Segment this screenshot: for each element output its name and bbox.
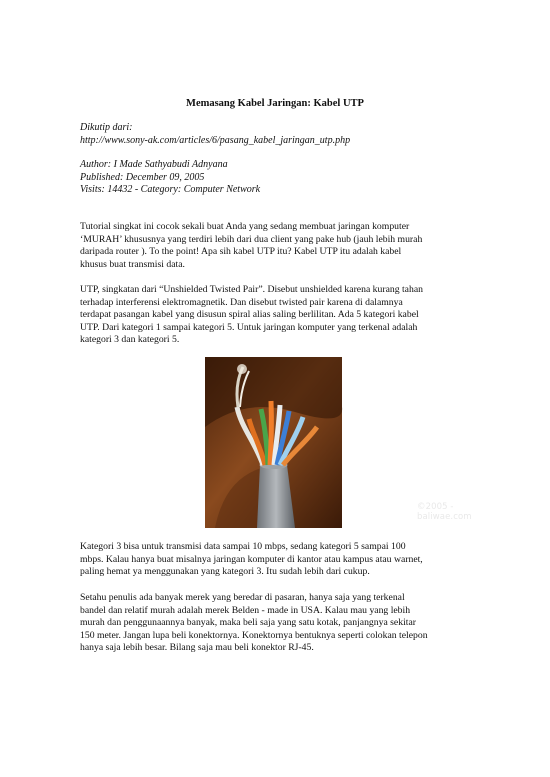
text-line: hanya saja lebih besar. Bilang saja mau beli konektor RJ-45. [80, 642, 314, 653]
article-meta [80, 159, 260, 197]
text-line: kategori 3 dan kategori 5. [80, 334, 180, 345]
visits-line: Visits: 14432 - Category: Computer Network [80, 184, 261, 195]
text-line: Kategori 3 bisa untuk transmisi data sampai 10 mbps, sedang kategori 5 sampai 100 [80, 541, 406, 552]
paragraph-utp-definition [80, 284, 480, 347]
text-line: daripada router ). To the point! Apa sih kabel UTP itu? Kabel UTP itu adalah kabel [80, 246, 402, 257]
text-line: khusus buat transmisi data. [80, 258, 185, 270]
paragraph-categories [80, 541, 480, 579]
text-line: Setahu penulis ada banyak merek yang beredar di pasaran, hanya saja yang terkenal [80, 592, 405, 603]
author-line: Author: I Made Sathyabudi Adnyana [80, 159, 228, 170]
text-line: UTP. Dari kategori 1 sampai kategori 5. Untuk jaringan komputer yang terkenal adalah [80, 321, 418, 333]
text-line: mbps. Kalau hanya buat misalnya jaringan komputer di kantor atau kampus atau warnet, [80, 553, 423, 565]
text-line: bandel dan relatif murah adalah merek Belden - made in USA. Kalau mau yang lebih [80, 604, 411, 616]
cable-illustration [205, 357, 342, 528]
published-line: Published: December 09, 2005 [80, 171, 205, 183]
source-label: Dikutip dari: [80, 122, 133, 133]
text-line: Tutorial singkat ini cocok sekali buat Anda yang sedang membuat jaringan komputer [80, 221, 410, 232]
source-url: http://www.sony-ak.com/articles/6/pasang_kabel_jaringan_utp.php [80, 134, 351, 146]
text-line: 150 meter. Jangan lupa beli konektornya. Konektornya bentuknya seperti colokan telepon [80, 629, 428, 641]
text-line: terhadap interferensi elektromagnetik. Dan disebut twisted pair karena di dalamnya [80, 296, 403, 308]
page-title: Memasang Kabel Jaringan: Kabel UTP [186, 98, 364, 109]
source-block [80, 122, 350, 147]
paragraph-intro [80, 221, 480, 271]
text-line: UTP, singkatan dari “Unshielded Twisted Pair”. Disebut unshielded karena kurang tahan [80, 284, 423, 295]
text-line: murah dan penggunaannya banyak, maka beli saja yang satu kotak, panjangnya sekitar [80, 617, 416, 628]
utp-cable-photo [205, 357, 472, 528]
text-line: paling hemat ya menggunakan yang kategori 3. Itu sudah lebih dari cukup. [80, 566, 370, 577]
text-line: ‘MURAH’ khususnya yang terdiri lebih dari dua client yang pake hub (jauh lebih murah [80, 233, 423, 245]
image-caption: ©2005 - baliwae.com [417, 502, 472, 522]
paragraph-brands [80, 592, 480, 655]
text-line: terdapat pasangan kabel yang disusun spiral alias saling berlilitan. Ada 5 kategori kabel [80, 309, 419, 320]
